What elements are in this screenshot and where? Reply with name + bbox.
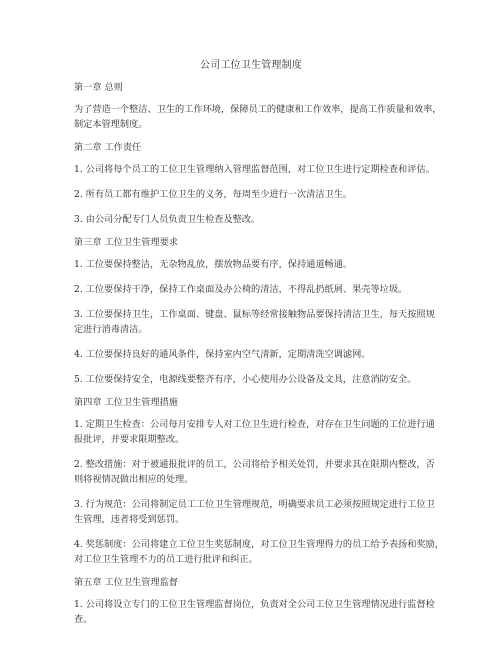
chapter-4-item-4-line-1: 4. 奖惩制度：公司将建立工位卫生奖惩制度，对工位卫生管理得力的员工给予表扬和奖励， bbox=[74, 539, 444, 550]
document-body bbox=[74, 80, 444, 627]
chapter-4-item-3-line-2: 生管理，违者将受到惩罚。 bbox=[74, 514, 185, 525]
chapter-3-item-3-line-2: 定进行消毒清洁。 bbox=[74, 324, 148, 335]
chapter-2-item-1 bbox=[74, 162, 435, 177]
chapter-4-item-3-line-1: 3. 行为规范：公司将制定员工工位卫生管理规范，明确要求员工必须按照规定进行工位卫 bbox=[74, 499, 435, 510]
chapter-3-item-5 bbox=[74, 372, 430, 387]
chapter-3-item-5-text: 5. 工位要保持安全，电源线要整齐有序，小心使用办公设备及文具，注意消防安全。 bbox=[74, 374, 417, 385]
chapter-2-item-1-text: 1. 公司将每个员工的工位卫生管理纳入管理监督范围，对工位卫生进行定期检查和评估。 bbox=[74, 164, 435, 175]
chapter-2-item-3 bbox=[74, 212, 430, 227]
chapter-4-item-1 bbox=[74, 417, 435, 447]
chapter-3-heading: 第三章 工位卫生管理要求 bbox=[74, 237, 178, 248]
chapter-4-item-2-line-1: 2. 整改措施：对于被通报批评的员工，公司将给予相关处罚，并要求其在限期内整改，否 bbox=[74, 459, 435, 470]
chapter-1-line-1: 为了营造一个整洁、卫生的工作环境，保障员工的健康和工作效率，提高工作质量和效率， bbox=[74, 104, 442, 115]
chapter-5-item-1 bbox=[74, 597, 435, 627]
chapter-3-item-1-text: 1. 工位要保持整洁，无杂物乱放，摆放物品要有序，保持通道畅通。 bbox=[74, 259, 353, 270]
chapter-3-item-4 bbox=[74, 347, 430, 362]
chapter-4-heading: 第四章 工位卫生管理措施 bbox=[74, 397, 178, 408]
chapter-5-item-1-line-2: 查。 bbox=[74, 614, 93, 625]
chapter-3-item-3-line-1: 3. 工位要保持卫生，工作桌面、键盘、鼠标等经常接触物品要保持清洁卫生，每天按照规 bbox=[74, 309, 435, 320]
chapter-4-item-2-line-2: 则将视情况做出相应的处理。 bbox=[74, 474, 194, 485]
chapter-3-item-4-text: 4. 工位要保持良好的通风条件，保持室内空气清新，定期清洗空调滤网。 bbox=[74, 349, 371, 360]
chapter-5-heading: 第五章 工位卫生管理监督 bbox=[74, 577, 178, 588]
chapter-3-item-3 bbox=[74, 307, 435, 337]
chapter-4-item-3 bbox=[74, 497, 435, 527]
chapter-2-item-2-text: 2. 所有员工都有维护工位卫生的义务，每周至少进行一次清洁卫生。 bbox=[74, 189, 353, 200]
chapter-4-item-4 bbox=[74, 537, 444, 567]
chapter-4-item-2 bbox=[74, 457, 435, 487]
chapter-3-item-1 bbox=[74, 257, 430, 272]
chapter-4-item-1-line-1: 1. 定期卫生检查：公司每月安排专人对工位卫生进行检查，对存在卫生问题的工位进行通 bbox=[74, 419, 435, 430]
chapter-1-paragraph bbox=[74, 102, 442, 132]
chapter-5-item-1-line-1: 1. 公司将设立专门的工位卫生管理监督岗位，负责对全公司工位卫生管理情况进行监督检 bbox=[74, 599, 435, 610]
chapter-4-item-4-line-2: 对工位卫生管理不力的员工进行批评和纠正。 bbox=[74, 554, 258, 565]
chapter-2-heading: 第二章 工作责任 bbox=[74, 142, 142, 153]
chapter-4-item-1-line-2: 报批评，并要求限期整改。 bbox=[74, 434, 185, 445]
chapter-3-item-2-text: 2. 工位要保持干净，保持工作桌面及办公椅的清洁，不得乱扔纸屑、果壳等垃圾。 bbox=[74, 284, 408, 295]
chapter-1-line-2: 制定本管理制度。 bbox=[74, 119, 148, 130]
chapter-1-heading: 第一章 总则 bbox=[74, 82, 123, 93]
document-title: 公司工位卫生管理制度 bbox=[200, 60, 302, 71]
chapter-2-item-3-text: 3. 由公司分配专门人员负责卫生检查及整改。 bbox=[74, 214, 261, 225]
chapter-3-item-2 bbox=[74, 282, 430, 297]
chapter-2-item-2 bbox=[74, 187, 430, 202]
